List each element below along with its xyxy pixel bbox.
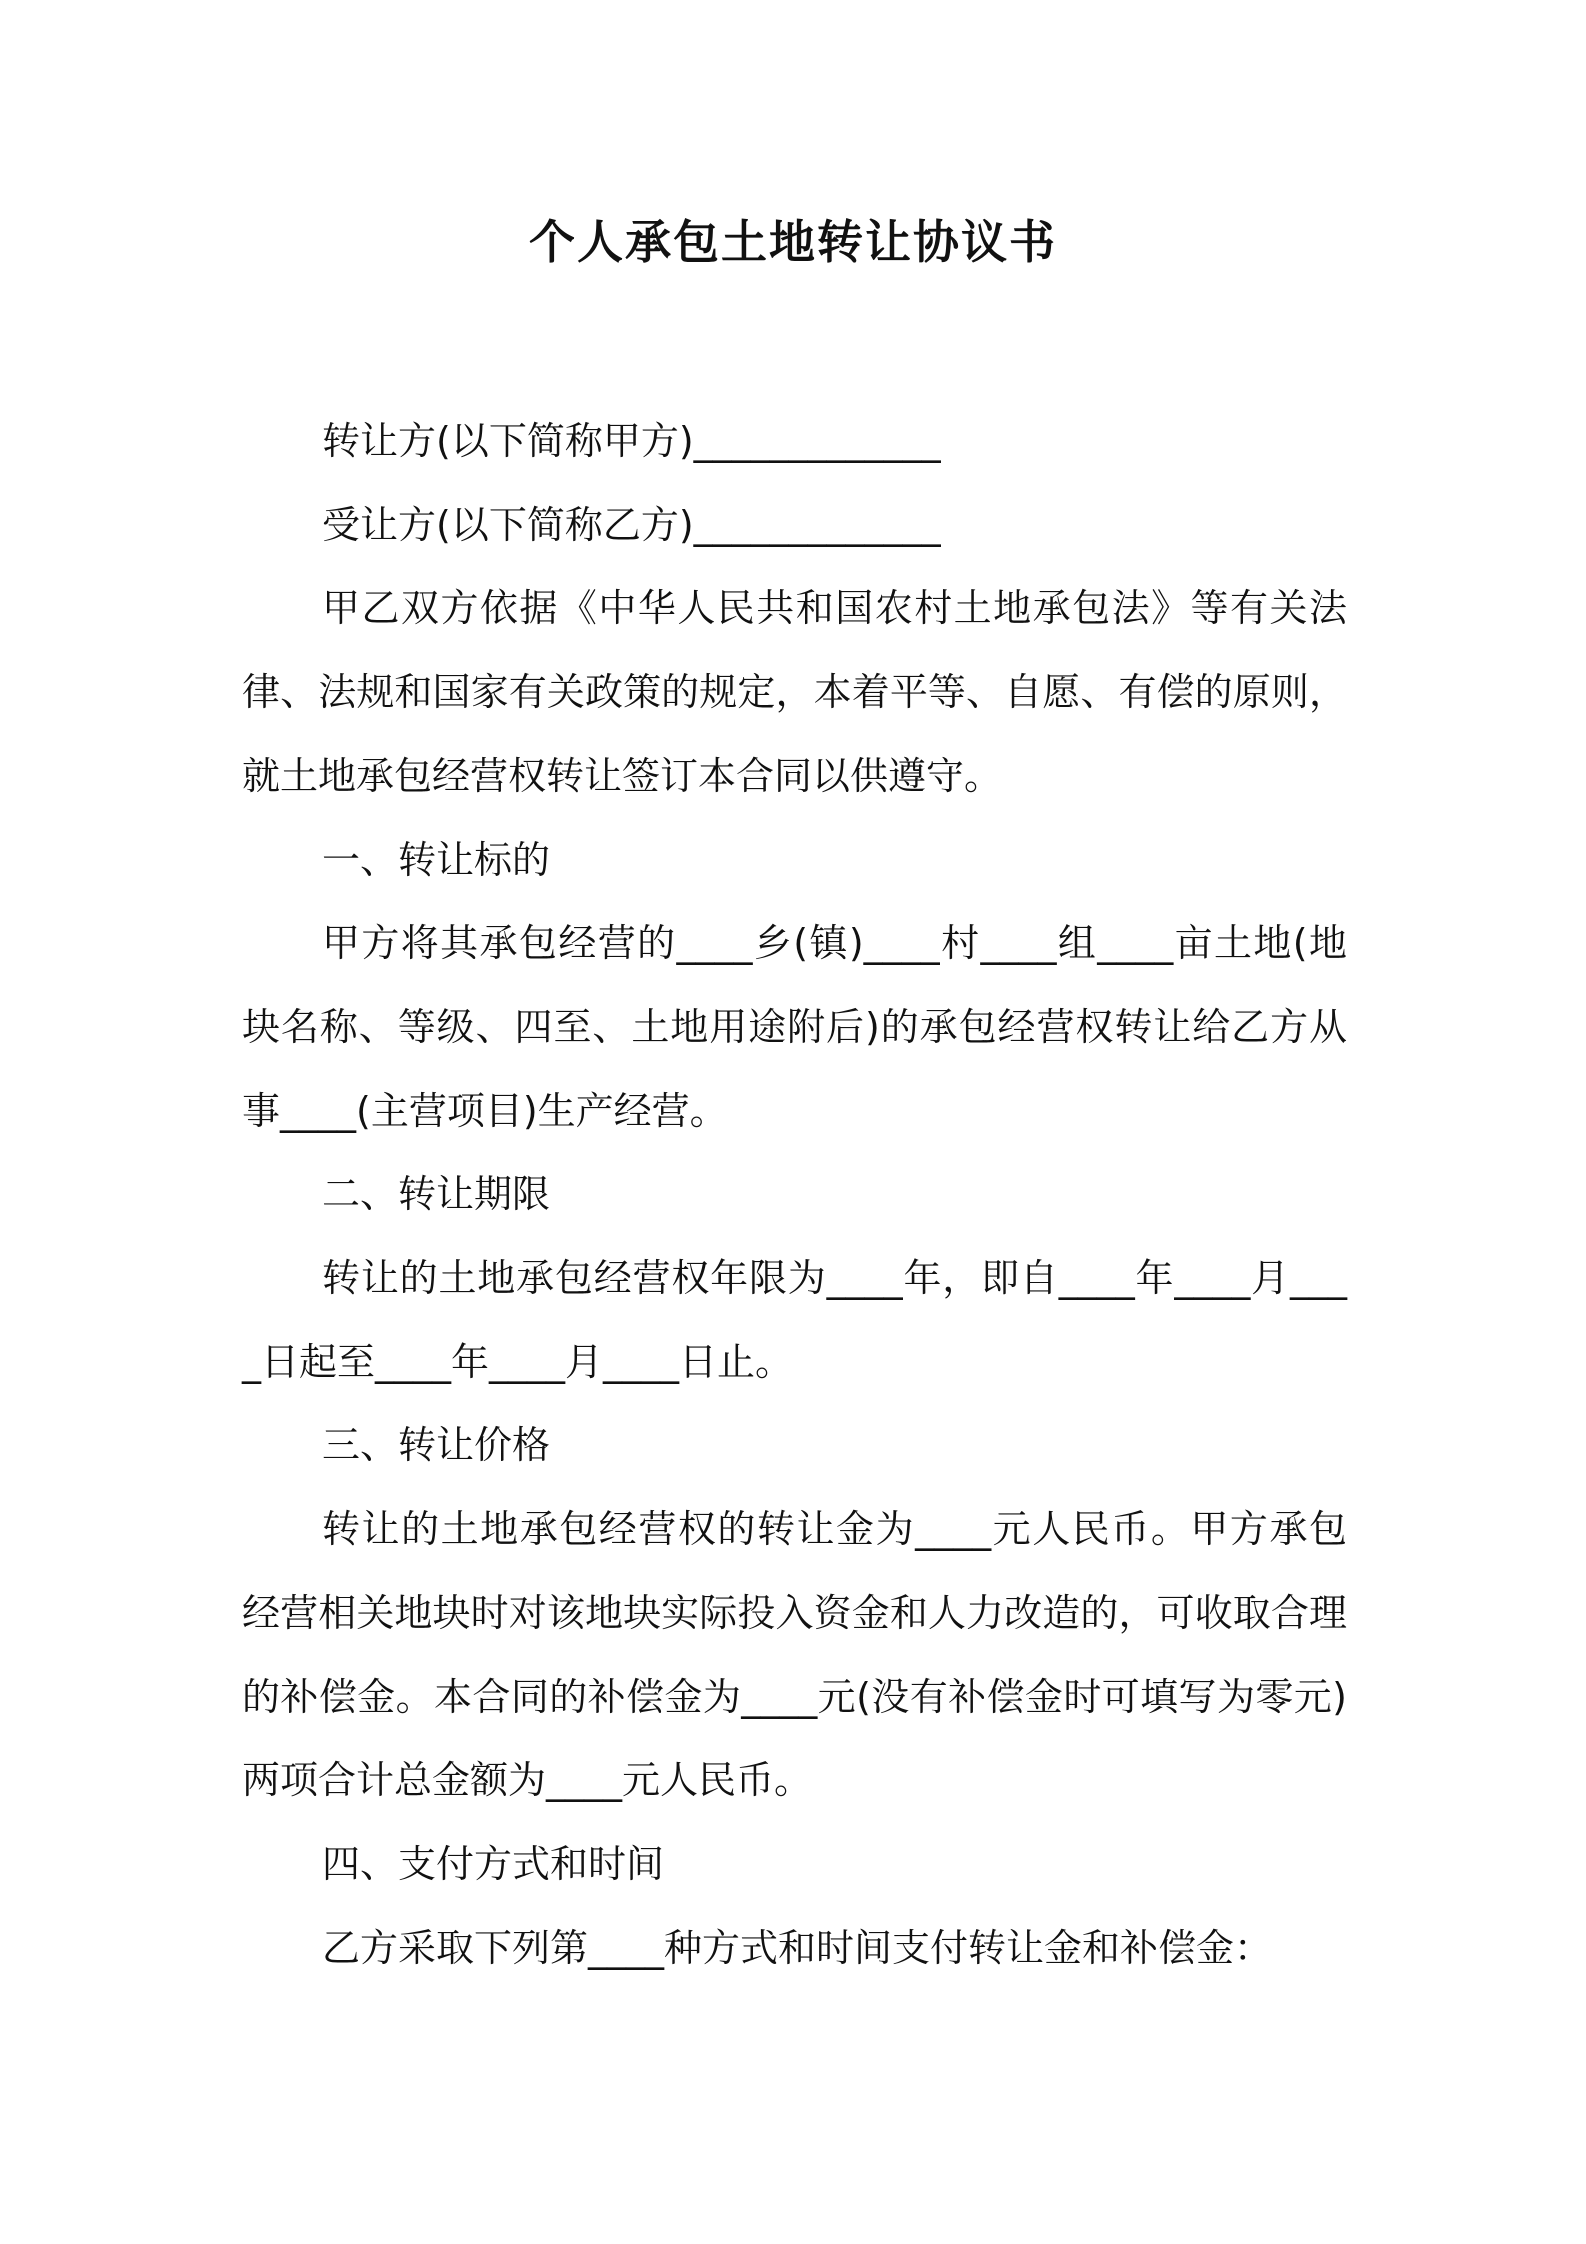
transferor-line: 转让方(以下简称甲方)_____________ [322,419,941,463]
section-heading-3: 三、转让价格 [322,1423,551,1468]
section-heading-2: 二、转让期限 [322,1172,551,1217]
section-heading-4: 四、支付方式和时间 [322,1841,665,1886]
transferee-line: 受让方(以下简称乙方)_____________ [322,502,941,547]
document-title: 个人承包土地转让协议书 [529,215,1057,269]
section-3-paragraph: 转让的土地承包经营权的转让金为____元人民币。甲方承包经营相关地块时对该地块实际投入资金和人力改造的，可收取合理的补偿金。本合同的补偿金为____元(没有补偿金时可填写为零元)两项合计总金额为____元人民币。 [242,1507,1347,1803]
section-4-paragraph: 乙方采取下列第____种方式和时间支付转让金和补偿金： [322,1925,1273,1970]
preamble-paragraph: 甲乙双方依据《中华人民共和国农村土地承包法》等有关法律、法规和国家有关政策的规定，本着平等、自愿、有偿的原则，就土地承包经营权转让签订本合同以供遵守。 [242,586,1347,798]
section-2-paragraph: 转让的土地承包经营权年限为____年，即自____年____月____日起至____年____月____日止。 [242,1256,1347,1384]
section-1-paragraph: 甲方将其承包经营的____乡(镇)____村____组____亩土地(地块名称、等级、四至、土地用途附后)的承包经营权转让给乙方从事____(主营项目)生产经营。 [242,921,1347,1133]
document-body [242,400,1347,1990]
section-heading-1: 一、转让标的 [322,837,551,882]
